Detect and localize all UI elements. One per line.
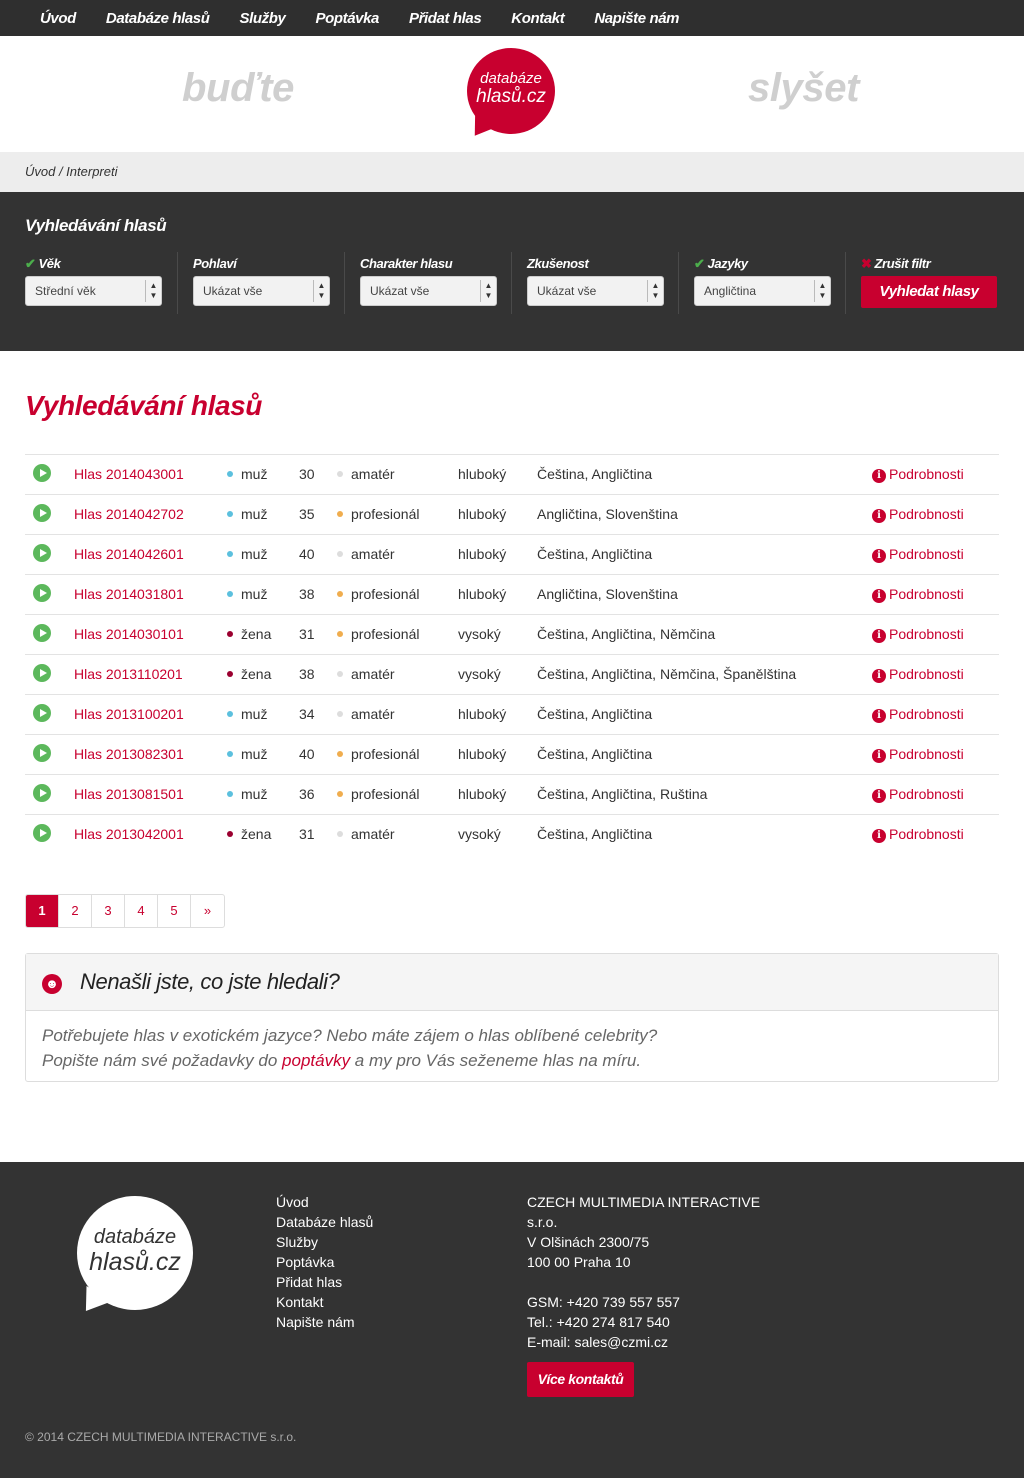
languages: Angličtina, Slovenština (537, 586, 678, 602)
divider (511, 252, 512, 314)
dot-icon (337, 711, 343, 717)
contact-line (527, 1272, 760, 1292)
experience: amatér (337, 666, 395, 682)
voice-name-link[interactable]: Hlas 2014031801 (74, 586, 184, 602)
voice-row (25, 534, 999, 574)
gender: žena (227, 626, 271, 642)
site-logo[interactable]: databáze hlasů.cz (467, 48, 555, 134)
nav-item[interactable]: Napište nám (594, 9, 680, 27)
dot-icon (227, 631, 233, 637)
experience: profesionál (337, 746, 420, 762)
gender: muž (227, 746, 267, 762)
voice-row (25, 614, 999, 654)
info-icon: i (872, 789, 886, 803)
divider (177, 252, 178, 314)
languages: Angličtina, Slovenština (537, 506, 678, 522)
info-icon: i (872, 709, 886, 723)
filter-label: Pohlaví (193, 256, 237, 271)
updown-arrow-icon: ▲ ▼ (145, 280, 161, 302)
voice-name-link[interactable]: Hlas 2014042702 (74, 506, 184, 522)
dot-icon (337, 831, 343, 837)
footer-links (276, 1192, 373, 1332)
voice-name-link[interactable]: Hlas 2014043001 (74, 466, 184, 482)
nav-item[interactable]: Úvod (40, 9, 76, 27)
dot-icon (227, 831, 233, 837)
play-icon[interactable] (33, 664, 51, 682)
dot-icon (337, 671, 343, 677)
dot-icon (227, 711, 233, 717)
play-icon[interactable] (33, 464, 51, 482)
age: 38 (299, 666, 315, 682)
info-icon: i (872, 509, 886, 523)
filter-actions (861, 252, 998, 308)
updown-arrow-icon: ▲ ▼ (814, 280, 830, 302)
voice-row (25, 494, 999, 534)
updown-arrow-icon: ▲ ▼ (647, 280, 663, 302)
languages: Čeština, Angličtina (537, 466, 653, 482)
filter-select[interactable]: Střední věk ▲ ▼ (25, 276, 162, 306)
age: 40 (299, 546, 315, 562)
page-title: Vyhledávání hlasů (25, 390, 263, 421)
contact-line: 100 00 Praha 10 (527, 1254, 631, 1270)
voice-pitch: hluboký (458, 586, 507, 602)
voice-row (25, 734, 999, 774)
voice-pitch: hluboký (458, 746, 507, 762)
experience: amatér (337, 706, 395, 722)
poptavka-link[interactable]: poptávky (282, 1051, 351, 1070)
info-icon: i (872, 669, 886, 683)
page-link[interactable]: 1 (26, 895, 59, 927)
languages: Čeština, Angličtina, Němčina, Španělština (537, 666, 797, 682)
experience: amatér (337, 826, 395, 842)
filter-select[interactable]: Angličtina ▲ ▼ (694, 276, 831, 306)
page-link[interactable]: 3 (92, 895, 125, 927)
age: 30 (299, 466, 315, 482)
dot-icon (337, 471, 343, 477)
slogan-left: buďte (182, 66, 295, 110)
divider (344, 252, 345, 314)
breadcrumb[interactable]: Úvod / Interpreti (0, 152, 1024, 192)
footer-link[interactable]: Napište nám (276, 1314, 355, 1330)
details-link[interactable]: i Podrobnosti (872, 586, 964, 603)
languages: Čeština, Angličtina (537, 546, 653, 562)
footer-link[interactable]: Služby (276, 1234, 319, 1250)
details-link[interactable]: i Podrobnosti (872, 706, 964, 723)
voice-pitch: hluboký (458, 466, 507, 482)
filter-select[interactable]: Ukázat vše ▲ ▼ (527, 276, 664, 306)
footer-link[interactable]: Poptávka (276, 1254, 335, 1270)
voice-name-link[interactable]: Hlas 2013100201 (74, 706, 184, 722)
updown-arrow-icon: ▲ ▼ (480, 280, 496, 302)
voice-name-link[interactable]: Hlas 2014042601 (74, 546, 184, 562)
divider (678, 252, 679, 314)
details-link[interactable]: i Podrobnosti (872, 466, 964, 483)
not-found-text: Potřebujete hlas v exotickém jazyce? Nebo máte zájem o hlas oblíbené celebrity? Popište nám své požadavky do poptávky a my pro Vás seženeme hlas na míru. (42, 1026, 658, 1070)
gender: muž (227, 546, 267, 562)
filter-label: ✔ Jazyky (694, 256, 748, 271)
play-icon[interactable] (33, 504, 51, 522)
smile-icon: ☻ (42, 974, 62, 994)
details-link[interactable]: i Podrobnosti (872, 666, 964, 683)
age: 38 (299, 586, 315, 602)
dot-icon (227, 671, 233, 677)
nav-item[interactable]: Přidat hlas (408, 9, 482, 27)
age: 31 (299, 626, 315, 642)
divider (845, 252, 846, 314)
footer-logo[interactable]: databáze hlasů.cz (77, 1196, 193, 1310)
dot-icon (227, 551, 233, 557)
contact-line: E-mail: sales@czmi.cz (527, 1334, 669, 1350)
footer-link[interactable]: Kontakt (276, 1294, 324, 1310)
play-icon[interactable] (33, 744, 51, 762)
voice-row (25, 454, 999, 494)
contact-line: GSM: +420 739 557 557 (527, 1294, 680, 1310)
filter-select[interactable]: Ukázat vše ▲ ▼ (360, 276, 497, 306)
play-icon[interactable] (33, 544, 51, 562)
filter-label: Charakter hlasu (360, 256, 453, 271)
gender: muž (227, 706, 267, 722)
gender: žena (227, 826, 271, 842)
dot-icon (337, 551, 343, 557)
age: 40 (299, 746, 315, 762)
contact-line: CZECH MULTIMEDIA INTERACTIVE (527, 1194, 761, 1210)
filter-select[interactable]: Ukázat vše ▲ ▼ (193, 276, 330, 306)
details-link[interactable]: i Podrobnosti (872, 826, 964, 843)
dot-icon (337, 751, 343, 757)
page-link[interactable]: 5 (158, 895, 191, 927)
info-icon: i (872, 749, 886, 763)
dot-icon (337, 631, 343, 637)
page-link[interactable]: 2 (59, 895, 92, 927)
contact-line: V Olšinách 2300/75 (527, 1234, 650, 1250)
slogan-right: slyšet (748, 66, 860, 110)
check-icon: ✔ (25, 256, 36, 271)
languages: Čeština, Angličtina (537, 826, 653, 842)
age: 31 (299, 826, 315, 842)
filter-column (694, 252, 831, 306)
dot-icon (337, 511, 343, 517)
details-link[interactable]: i Podrobnosti (872, 506, 964, 523)
experience: profesionál (337, 506, 420, 522)
details-link[interactable]: i Podrobnosti (872, 786, 964, 803)
play-icon[interactable] (33, 704, 51, 722)
voice-pitch: vysoký (458, 826, 501, 842)
voice-pitch: hluboký (458, 506, 507, 522)
dot-icon (227, 791, 233, 797)
age: 35 (299, 506, 315, 522)
voice-row (25, 574, 999, 614)
voice-pitch: hluboký (458, 546, 507, 562)
languages: Čeština, Angličtina, Němčina (537, 626, 716, 642)
voice-name-link[interactable]: Hlas 2013110201 (74, 666, 183, 682)
more-contacts-button[interactable]: Více kontaktů (527, 1362, 634, 1397)
dot-icon (337, 791, 343, 797)
nav-item[interactable]: Poptávka (315, 9, 379, 27)
play-icon[interactable] (33, 584, 51, 602)
voice-name-link[interactable]: Hlas 2013042001 (74, 826, 184, 842)
gender: muž (227, 506, 267, 522)
languages: Čeština, Angličtina (537, 746, 653, 762)
details-link[interactable]: i Podrobnosti (872, 746, 964, 763)
nav-item[interactable]: Kontakt (511, 9, 565, 27)
banner (0, 36, 1024, 152)
page-link[interactable]: 4 (125, 895, 158, 927)
filter-column (360, 252, 497, 306)
footer-link[interactable]: Úvod (276, 1194, 309, 1210)
search-voices-button[interactable]: Vyhledat hlasy (861, 276, 997, 308)
experience: profesionál (337, 586, 420, 602)
voice-row (25, 774, 999, 814)
dot-icon (337, 591, 343, 597)
dot-icon (227, 511, 233, 517)
top-navigation (0, 0, 1024, 36)
gender: muž (227, 786, 267, 802)
experience: amatér (337, 466, 395, 482)
not-found-box (25, 953, 999, 1082)
updown-arrow-icon: ▲ ▼ (313, 280, 329, 302)
age: 34 (299, 706, 315, 722)
languages: Čeština, Angličtina, Ruština (537, 786, 708, 802)
experience: profesionál (337, 786, 420, 802)
not-found-title: Nenašli jste, co jste hledali? (80, 969, 340, 994)
footer-contact (527, 1192, 760, 1352)
voice-pitch: hluboký (458, 786, 507, 802)
voice-pitch: vysoký (458, 626, 501, 642)
play-icon[interactable] (33, 624, 51, 642)
filter-label: ✔ Věk (25, 256, 61, 271)
voice-row (25, 694, 999, 734)
filter-column (527, 252, 664, 306)
pagination (25, 894, 225, 928)
filter-title: Vyhledávání hlasů (25, 216, 167, 235)
next-page-link[interactable]: » (203, 903, 212, 918)
voice-name-link[interactable]: Hlas 2013081501 (74, 786, 184, 802)
filter-panel (0, 192, 1024, 351)
contact-line: Tel.: +420 274 817 540 (527, 1314, 670, 1330)
info-icon: i (872, 629, 886, 643)
gender: muž (227, 466, 267, 482)
info-icon: i (872, 549, 886, 563)
close-icon: ✖ (861, 256, 872, 271)
copyright: © 2014 CZECH MULTIMEDIA INTERACTIVE s.r.o. (25, 1430, 297, 1444)
gender: žena (227, 666, 271, 682)
age: 36 (299, 786, 315, 802)
languages: Čeština, Angličtina (537, 706, 653, 722)
nav-item[interactable]: Služby (239, 9, 286, 27)
voice-pitch: vysoký (458, 666, 501, 682)
details-link[interactable]: i Podrobnosti (872, 546, 964, 563)
contact-line: s.r.o. (527, 1214, 558, 1230)
dot-icon (227, 591, 233, 597)
info-icon: i (872, 829, 886, 843)
play-icon[interactable] (33, 824, 51, 842)
clear-filter-link[interactable]: ✖ Zrušit filtr (861, 256, 931, 271)
footer (0, 1162, 1024, 1478)
info-icon: i (872, 469, 886, 483)
results-list (25, 454, 999, 854)
voice-name-link[interactable]: Hlas 2013082301 (74, 746, 184, 762)
info-icon: i (872, 589, 886, 603)
voice-row (25, 654, 999, 694)
filter-column (25, 252, 162, 306)
voice-name-link[interactable]: Hlas 2014030101 (74, 626, 184, 642)
play-icon[interactable] (33, 784, 51, 802)
experience: amatér (337, 546, 395, 562)
filter-label: Zkušenost (527, 256, 589, 271)
filter-column (193, 252, 330, 306)
experience: profesionál (337, 626, 420, 642)
nav-item[interactable]: Databáze hlasů (105, 9, 210, 27)
voice-row (25, 814, 999, 854)
dot-icon (227, 751, 233, 757)
gender: muž (227, 586, 267, 602)
check-icon: ✔ (694, 256, 705, 271)
footer-link[interactable]: Přidat hlas (276, 1274, 343, 1290)
dot-icon (227, 471, 233, 477)
details-link[interactable]: i Podrobnosti (872, 626, 964, 643)
footer-link[interactable]: Databáze hlasů (276, 1214, 374, 1230)
voice-pitch: hluboký (458, 706, 507, 722)
